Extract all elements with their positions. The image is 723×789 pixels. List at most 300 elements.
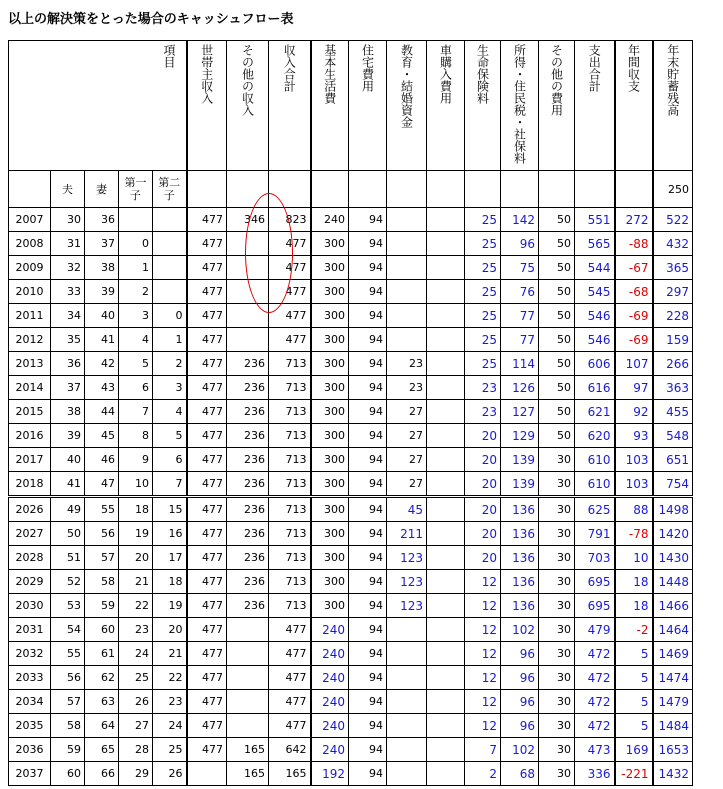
cell-inc: 477 xyxy=(187,448,227,472)
cell-ins: 12 xyxy=(465,642,501,666)
cell-liv: 300 xyxy=(311,256,349,280)
cell-inc: 477 xyxy=(187,424,227,448)
cell-edu xyxy=(387,232,427,256)
cell-sav: 1474 xyxy=(653,666,693,690)
cell-ext: 625 xyxy=(575,497,615,522)
cell-hou: 94 xyxy=(349,208,387,232)
cell-ann: 5 xyxy=(615,690,653,714)
cell-liv: 240 xyxy=(311,666,349,690)
cell-tot: 713 xyxy=(269,352,311,376)
cell-w: 56 xyxy=(85,522,119,546)
cell-hou: 94 xyxy=(349,546,387,570)
cell-sav: 363 xyxy=(653,376,693,400)
cell-h: 39 xyxy=(51,424,85,448)
cell-year: 2034 xyxy=(9,690,51,714)
cell-c2: 3 xyxy=(153,376,187,400)
cell-hou: 94 xyxy=(349,738,387,762)
header-row xyxy=(9,41,693,171)
cell-tax: 136 xyxy=(501,497,539,522)
cell-year: 2030 xyxy=(9,594,51,618)
cell-inc: 477 xyxy=(187,256,227,280)
cell-c1: 1 xyxy=(119,256,153,280)
cell-w: 42 xyxy=(85,352,119,376)
cell-h: 34 xyxy=(51,304,85,328)
cell-tot: 477 xyxy=(269,280,311,304)
cell-year: 2028 xyxy=(9,546,51,570)
cell-oex: 30 xyxy=(539,690,575,714)
header-income-head: 世帯主収入 xyxy=(199,44,214,104)
cell-ext: 621 xyxy=(575,400,615,424)
cell-oex: 30 xyxy=(539,497,575,522)
header-tax: 所得・住民税・社保料 xyxy=(512,44,527,164)
cell-h: 36 xyxy=(51,352,85,376)
cell-w: 39 xyxy=(85,280,119,304)
cell-ann: 169 xyxy=(615,738,653,762)
table-row xyxy=(9,232,693,256)
cell-inc: 477 xyxy=(187,376,227,400)
cell-tax: 127 xyxy=(501,400,539,424)
cell-car xyxy=(427,594,465,618)
cell-tax: 96 xyxy=(501,666,539,690)
cell-inc: 477 xyxy=(187,570,227,594)
cell-year: 2011 xyxy=(9,304,51,328)
cell-tax: 126 xyxy=(501,376,539,400)
cell-ext: 545 xyxy=(575,280,615,304)
cell-edu xyxy=(387,690,427,714)
cell-year: 2008 xyxy=(9,232,51,256)
cell-h: 60 xyxy=(51,762,85,786)
cell-c2: 18 xyxy=(153,570,187,594)
cell-oex: 50 xyxy=(539,232,575,256)
cell-car xyxy=(427,738,465,762)
cell-tax: 77 xyxy=(501,328,539,352)
cell-inc: 477 xyxy=(187,497,227,522)
cell-ins: 20 xyxy=(465,424,501,448)
table-row xyxy=(9,304,693,328)
cell-car xyxy=(427,448,465,472)
cell-oex: 30 xyxy=(539,472,575,497)
cell-sav: 432 xyxy=(653,232,693,256)
cell-ins: 25 xyxy=(465,232,501,256)
table-row xyxy=(9,376,693,400)
cell-tax: 139 xyxy=(501,448,539,472)
cell-edu xyxy=(387,280,427,304)
cell-tax: 142 xyxy=(501,208,539,232)
cell-edu xyxy=(387,328,427,352)
cell-ext: 610 xyxy=(575,472,615,497)
cell-c1: 20 xyxy=(119,546,153,570)
cell-hou: 94 xyxy=(349,642,387,666)
cell-oex: 30 xyxy=(539,618,575,642)
cell-year: 2013 xyxy=(9,352,51,376)
cell-ann: 103 xyxy=(615,448,653,472)
cell-sav: 651 xyxy=(653,448,693,472)
cell-liv: 300 xyxy=(311,594,349,618)
cell-car xyxy=(427,714,465,738)
cell-ann: -78 xyxy=(615,522,653,546)
cell-edu: 45 xyxy=(387,497,427,522)
cell-w: 62 xyxy=(85,666,119,690)
cell-ext: 546 xyxy=(575,328,615,352)
cell-car xyxy=(427,666,465,690)
cell-tot: 477 xyxy=(269,304,311,328)
cell-w: 57 xyxy=(85,546,119,570)
cell-year: 2035 xyxy=(9,714,51,738)
cell-tot: 477 xyxy=(269,690,311,714)
cell-sav: 1484 xyxy=(653,714,693,738)
cell-tot: 713 xyxy=(269,424,311,448)
cell-edu xyxy=(387,666,427,690)
cell-c2: 5 xyxy=(153,424,187,448)
cell-c2: 17 xyxy=(153,546,187,570)
cell-oex: 30 xyxy=(539,642,575,666)
cell-hou: 94 xyxy=(349,352,387,376)
cell-oex: 30 xyxy=(539,762,575,786)
cell-c2 xyxy=(153,232,187,256)
cell-car xyxy=(427,497,465,522)
cell-oth xyxy=(227,666,269,690)
cell-tot: 713 xyxy=(269,472,311,497)
header-other-expense: その他の費用 xyxy=(549,44,564,116)
cell-w: 58 xyxy=(85,570,119,594)
cashflow-table xyxy=(8,40,693,786)
cell-c1: 2 xyxy=(119,280,153,304)
cell-sav: 1430 xyxy=(653,546,693,570)
cell-oex: 30 xyxy=(539,738,575,762)
cell-c1: 21 xyxy=(119,570,153,594)
cell-tot: 713 xyxy=(269,448,311,472)
cell-ins: 25 xyxy=(465,256,501,280)
cell-car xyxy=(427,256,465,280)
cell-liv: 300 xyxy=(311,328,349,352)
cell-edu: 27 xyxy=(387,472,427,497)
cell-tax: 96 xyxy=(501,232,539,256)
cell-sav: 297 xyxy=(653,280,693,304)
cell-w: 38 xyxy=(85,256,119,280)
cell-hou: 94 xyxy=(349,570,387,594)
header-income-other: その他の収入 xyxy=(240,44,255,116)
table-row xyxy=(9,400,693,424)
cell-car xyxy=(427,618,465,642)
cell-ext: 695 xyxy=(575,594,615,618)
cell-tot: 477 xyxy=(269,618,311,642)
cell-ext: 695 xyxy=(575,570,615,594)
cell-hou: 94 xyxy=(349,400,387,424)
cell-sav: 1479 xyxy=(653,690,693,714)
cell-c1 xyxy=(119,208,153,232)
header-row-2 xyxy=(9,171,693,208)
cell-ins: 20 xyxy=(465,448,501,472)
cell-tax: 139 xyxy=(501,472,539,497)
cell-edu: 23 xyxy=(387,352,427,376)
cell-tax: 77 xyxy=(501,304,539,328)
cell-year: 2014 xyxy=(9,376,51,400)
cell-ext: 703 xyxy=(575,546,615,570)
cell-liv: 300 xyxy=(311,424,349,448)
cell-oex: 50 xyxy=(539,256,575,280)
cell-inc: 477 xyxy=(187,594,227,618)
cell-ins: 25 xyxy=(465,352,501,376)
cell-tot: 713 xyxy=(269,570,311,594)
cell-edu xyxy=(387,618,427,642)
cell-tax: 76 xyxy=(501,280,539,304)
highlight-oval xyxy=(245,193,293,313)
cell-oex: 50 xyxy=(539,424,575,448)
cell-liv: 240 xyxy=(311,738,349,762)
cell-oth: 236 xyxy=(227,522,269,546)
cell-ext: 472 xyxy=(575,690,615,714)
cell-tax: 136 xyxy=(501,522,539,546)
cell-h: 37 xyxy=(51,376,85,400)
cell-liv: 300 xyxy=(311,280,349,304)
cell-sav: 1466 xyxy=(653,594,693,618)
cell-w: 55 xyxy=(85,497,119,522)
cell-w: 41 xyxy=(85,328,119,352)
cell-liv: 300 xyxy=(311,497,349,522)
cell-edu: 23 xyxy=(387,376,427,400)
cell-inc xyxy=(187,762,227,786)
cell-oex: 50 xyxy=(539,328,575,352)
cell-tot: 477 xyxy=(269,232,311,256)
cell-liv: 300 xyxy=(311,352,349,376)
cell-hou: 94 xyxy=(349,666,387,690)
cell-edu xyxy=(387,208,427,232)
cell-ext: 472 xyxy=(575,714,615,738)
cell-ins: 7 xyxy=(465,738,501,762)
cell-w: 46 xyxy=(85,448,119,472)
table-row xyxy=(9,738,693,762)
cell-ins: 20 xyxy=(465,546,501,570)
cell-sav: 159 xyxy=(653,328,693,352)
cell-ext: 546 xyxy=(575,304,615,328)
cell-tot: 713 xyxy=(269,522,311,546)
cell-tax: 129 xyxy=(501,424,539,448)
cell-h: 41 xyxy=(51,472,85,497)
cell-c1: 25 xyxy=(119,666,153,690)
cell-w: 47 xyxy=(85,472,119,497)
cell-liv: 300 xyxy=(311,546,349,570)
cell-liv: 300 xyxy=(311,448,349,472)
cell-car xyxy=(427,400,465,424)
cell-inc: 477 xyxy=(187,714,227,738)
cell-h: 33 xyxy=(51,280,85,304)
cell-year: 2007 xyxy=(9,208,51,232)
page-title: 以上の解決策をとった場合のキャッシュフロー表 xyxy=(8,12,294,27)
cell-h: 49 xyxy=(51,497,85,522)
cell-ann: 107 xyxy=(615,352,653,376)
cell-h: 59 xyxy=(51,738,85,762)
cell-h: 30 xyxy=(51,208,85,232)
table-row xyxy=(9,448,693,472)
cell-oth: 236 xyxy=(227,546,269,570)
cell-w: 65 xyxy=(85,738,119,762)
cell-c2: 24 xyxy=(153,714,187,738)
cell-year: 2017 xyxy=(9,448,51,472)
cell-ins: 12 xyxy=(465,666,501,690)
cell-hou: 94 xyxy=(349,256,387,280)
cell-oth: 236 xyxy=(227,570,269,594)
cell-oth: 236 xyxy=(227,594,269,618)
cell-ins: 20 xyxy=(465,472,501,497)
cell-oth xyxy=(227,618,269,642)
cell-c1: 5 xyxy=(119,352,153,376)
cell-ann: -221 xyxy=(615,762,653,786)
cell-oex: 50 xyxy=(539,304,575,328)
cell-c1: 10 xyxy=(119,472,153,497)
cell-inc: 477 xyxy=(187,232,227,256)
cell-year: 2018 xyxy=(9,472,51,497)
table-row xyxy=(9,570,693,594)
cell-sav: 1448 xyxy=(653,570,693,594)
cell-edu: 123 xyxy=(387,570,427,594)
cell-w: 36 xyxy=(85,208,119,232)
cell-sav: 266 xyxy=(653,352,693,376)
cell-liv: 300 xyxy=(311,472,349,497)
cell-tot: 642 xyxy=(269,738,311,762)
cell-tot: 823 xyxy=(269,208,311,232)
cell-tax: 96 xyxy=(501,690,539,714)
cell-w: 37 xyxy=(85,232,119,256)
cell-ann: 5 xyxy=(615,666,653,690)
cell-c1: 27 xyxy=(119,714,153,738)
cell-oth: 236 xyxy=(227,400,269,424)
cell-hou: 94 xyxy=(349,304,387,328)
cell-edu xyxy=(387,762,427,786)
cell-hou: 94 xyxy=(349,497,387,522)
table-row xyxy=(9,497,693,522)
cell-c2: 20 xyxy=(153,618,187,642)
cell-ins: 12 xyxy=(465,570,501,594)
cell-liv: 240 xyxy=(311,714,349,738)
cell-ann: -67 xyxy=(615,256,653,280)
header-wife: 妻 xyxy=(85,171,119,208)
header-child1: 第一子 xyxy=(119,171,153,208)
cell-inc: 477 xyxy=(187,666,227,690)
cell-oth: 236 xyxy=(227,424,269,448)
cell-ins: 25 xyxy=(465,208,501,232)
cell-car xyxy=(427,328,465,352)
table-row xyxy=(9,642,693,666)
cell-year: 2037 xyxy=(9,762,51,786)
cell-h: 38 xyxy=(51,400,85,424)
cell-ann: 18 xyxy=(615,570,653,594)
cell-hou: 94 xyxy=(349,280,387,304)
cell-tax: 136 xyxy=(501,546,539,570)
cell-oex: 30 xyxy=(539,594,575,618)
table-row xyxy=(9,666,693,690)
cell-oth: 165 xyxy=(227,762,269,786)
cell-sav: 365 xyxy=(653,256,693,280)
cell-hou: 94 xyxy=(349,618,387,642)
cell-car xyxy=(427,642,465,666)
cell-ann: 92 xyxy=(615,400,653,424)
cell-tax: 136 xyxy=(501,570,539,594)
cell-sav: 1464 xyxy=(653,618,693,642)
cell-edu: 27 xyxy=(387,400,427,424)
cell-edu: 211 xyxy=(387,522,427,546)
cell-ins: 25 xyxy=(465,328,501,352)
cell-ext: 616 xyxy=(575,376,615,400)
cell-year: 2032 xyxy=(9,642,51,666)
cell-inc: 477 xyxy=(187,328,227,352)
header-child2: 第二子 xyxy=(153,171,187,208)
cell-w: 59 xyxy=(85,594,119,618)
cell-ann: 10 xyxy=(615,546,653,570)
cell-year: 2036 xyxy=(9,738,51,762)
cell-oth: 165 xyxy=(227,738,269,762)
cell-h: 35 xyxy=(51,328,85,352)
cell-ins: 20 xyxy=(465,497,501,522)
cell-h: 58 xyxy=(51,714,85,738)
cell-ins: 25 xyxy=(465,304,501,328)
cell-tot: 713 xyxy=(269,376,311,400)
cell-sav: 1469 xyxy=(653,642,693,666)
cell-tot: 477 xyxy=(269,642,311,666)
cell-liv: 240 xyxy=(311,618,349,642)
header-education: 教育・結婚資金 xyxy=(399,44,414,128)
cell-liv: 192 xyxy=(311,762,349,786)
cell-tax: 136 xyxy=(501,594,539,618)
cell-ext: 620 xyxy=(575,424,615,448)
cell-w: 43 xyxy=(85,376,119,400)
cell-w: 45 xyxy=(85,424,119,448)
cell-sav: 1653 xyxy=(653,738,693,762)
cell-c2: 21 xyxy=(153,642,187,666)
cell-car xyxy=(427,208,465,232)
cell-ins: 20 xyxy=(465,522,501,546)
cell-tot: 477 xyxy=(269,714,311,738)
cell-tax: 68 xyxy=(501,762,539,786)
cell-year: 2009 xyxy=(9,256,51,280)
cell-c2: 26 xyxy=(153,762,187,786)
cell-sav: 1420 xyxy=(653,522,693,546)
cell-h: 51 xyxy=(51,546,85,570)
cell-oex: 30 xyxy=(539,522,575,546)
cell-w: 61 xyxy=(85,642,119,666)
cell-h: 40 xyxy=(51,448,85,472)
cell-inc: 477 xyxy=(187,280,227,304)
cell-inc: 477 xyxy=(187,738,227,762)
cell-c2: 15 xyxy=(153,497,187,522)
table-row xyxy=(9,594,693,618)
cell-year: 2010 xyxy=(9,280,51,304)
cell-year: 2012 xyxy=(9,328,51,352)
cell-hou: 94 xyxy=(349,376,387,400)
cell-h: 32 xyxy=(51,256,85,280)
cell-c1: 24 xyxy=(119,642,153,666)
cell-car xyxy=(427,762,465,786)
cell-car xyxy=(427,352,465,376)
cell-liv: 300 xyxy=(311,400,349,424)
cell-tax: 102 xyxy=(501,738,539,762)
cell-year: 2033 xyxy=(9,666,51,690)
cell-edu xyxy=(387,714,427,738)
cell-oth: 346 xyxy=(227,208,269,232)
cell-inc: 477 xyxy=(187,352,227,376)
cell-liv: 300 xyxy=(311,304,349,328)
cell-c1: 29 xyxy=(119,762,153,786)
cell-h: 55 xyxy=(51,642,85,666)
cell-oex: 50 xyxy=(539,376,575,400)
cell-oth: 236 xyxy=(227,497,269,522)
cell-edu xyxy=(387,738,427,762)
cell-edu: 123 xyxy=(387,594,427,618)
cell-edu: 27 xyxy=(387,424,427,448)
header-housing: 住宅費用 xyxy=(360,44,375,92)
cell-oex: 30 xyxy=(539,546,575,570)
cell-liv: 300 xyxy=(311,232,349,256)
cell-sav: 1432 xyxy=(653,762,693,786)
